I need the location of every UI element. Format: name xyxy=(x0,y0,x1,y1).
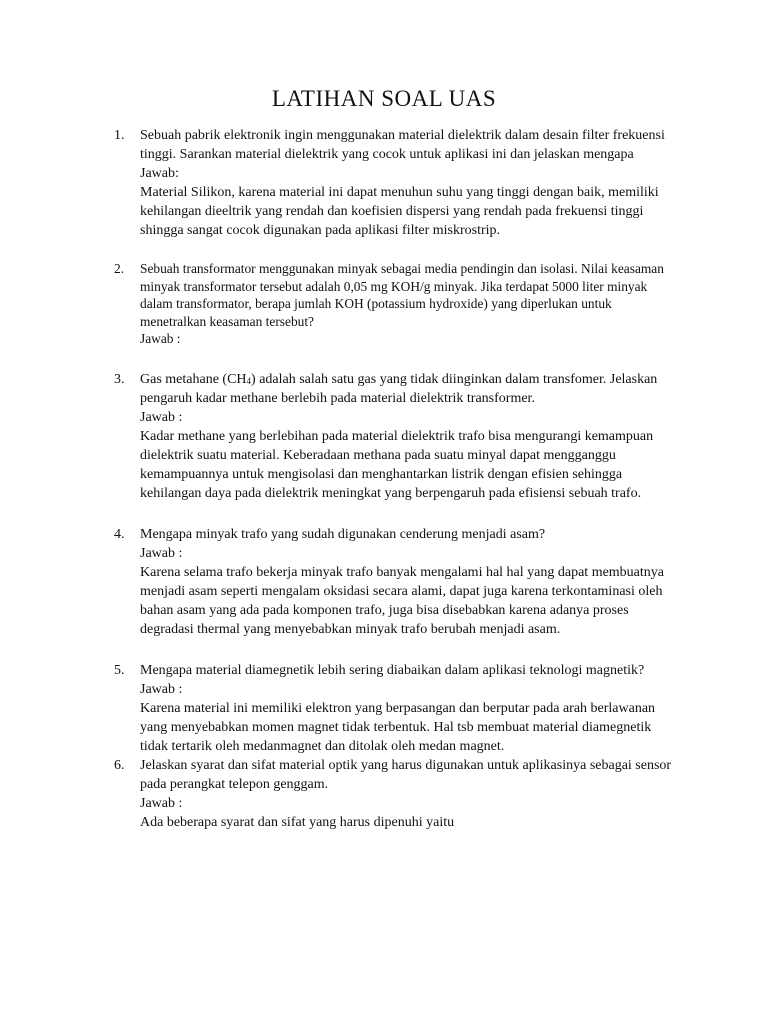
question-text: Jelaskan syarat dan sifat material optik yang harus digunakan untuk aplikasinya sebagai sensor pada perangkat telepon genggam. xyxy=(140,757,672,792)
question-list xyxy=(114,126,674,832)
question-number: 4. xyxy=(114,526,125,542)
question-text-post: ) adalah salah satu gas yang tidak diinginkan dalam transfomer. Jelaskan pengaruh kadar methane berlebih pada material dielektrik transformer. xyxy=(140,371,658,406)
question-text: Sebuah transformator menggunakan minyak sebagai media pendingin dan isolasi. Nilai keasaman minyak transformator tersebut adalah 0,05 mg KOH/g minyak. Jika terdapat 5000 liter minyak dalam transformator, berapa jumlah KOH (potassium hydroxide) yang diperlukan untuk menetralkan keasaman tersebut? xyxy=(140,261,664,329)
subscript-four: 4 xyxy=(246,375,252,386)
answer-label: Jawab : xyxy=(140,409,183,425)
question-number: 3. xyxy=(114,371,125,387)
question-text xyxy=(140,370,674,408)
question-item-3 xyxy=(114,370,674,503)
question-text-pre: Gas metahane (CH xyxy=(140,371,247,387)
question-number: 2. xyxy=(114,261,125,276)
answer-label: Jawab : xyxy=(140,795,183,811)
question-item-5 xyxy=(114,661,674,756)
answer-label: Jawab: xyxy=(140,166,179,181)
question-number: 5. xyxy=(114,662,125,678)
page-title: LATIHAN SOAL UAS xyxy=(271,86,497,111)
answer-text: Karena material ini memiliki elektron yang berpasangan dan berputar pada arah berlawanan yang menyebabkan momen magnet tidak terbentuk. Hal tsb membuat material diamegnetik tidak tertarik oleh medanmagnet dan ditolak oleh medan magnet. xyxy=(140,700,656,754)
question-text: Sebuah pabrik elektronik ingin menggunakan material dielektrik dalam desain filter frekuensi tinggi. Sarankan material dielektrik yang cocok untuk aplikasi ini dan jelaskan mengapa xyxy=(140,128,665,162)
answer-label: Jawab : xyxy=(140,331,181,346)
answer-label: Jawab : xyxy=(140,681,183,697)
answer-text: Ada beberapa syarat dan sifat yang harus dipenuhi yaitu xyxy=(140,814,455,830)
question-number: 6. xyxy=(114,757,125,773)
question-item-4 xyxy=(114,525,674,639)
question-item-2 xyxy=(114,260,674,348)
answer-text: Material Silikon, karena material ini dapat menuhun suhu yang tinggi dengan baik, memiliki kehilangan dieeltrik yang rendah dan koefisien dispersi yang rendah pada frekuensi tinggi shingga sangat cocok digunakan pada aplikasi filter miskrostrip. xyxy=(140,185,659,238)
answer-text: Karena selama trafo bekerja minyak trafo banyak mengalami hal hal yang dapat membuatnya menjadi asam seperti mengalam oksidasi secara alami, dapat juga karena terkontaminasi oleh bahan asam yang ada pada komponen trafo, juga bisa disebabkan karena adanya proses degradasi thermal yang menyebabkan minyak trafo berubah menjadi asam. xyxy=(140,564,665,637)
answer-text: Kadar methane yang berlebihan pada material dielektrik trafo bisa mengurangi kemampuan dielektrik suatu material. Keberadaan methana pada suatu minyal dapat mengganggu kemampuannya untuk mengisolasi dan menghantarkan listrik dengan efisien sehingga kehilangan daya pada dielektrik meningkat yang berpengaruh pada efisiensi sebuah trafo. xyxy=(140,428,654,501)
question-item-1 xyxy=(114,126,674,240)
question-item-6 xyxy=(114,756,674,832)
answer-label: Jawab : xyxy=(140,545,183,561)
question-text: Mengapa material diamegnetik lebih sering diabaikan dalam aplikasi teknologi magnetik? xyxy=(140,662,645,678)
question-number: 1. xyxy=(114,128,125,143)
question-text: Mengapa minyak trafo yang sudah digunakan cenderung menjadi asam? xyxy=(140,526,546,542)
